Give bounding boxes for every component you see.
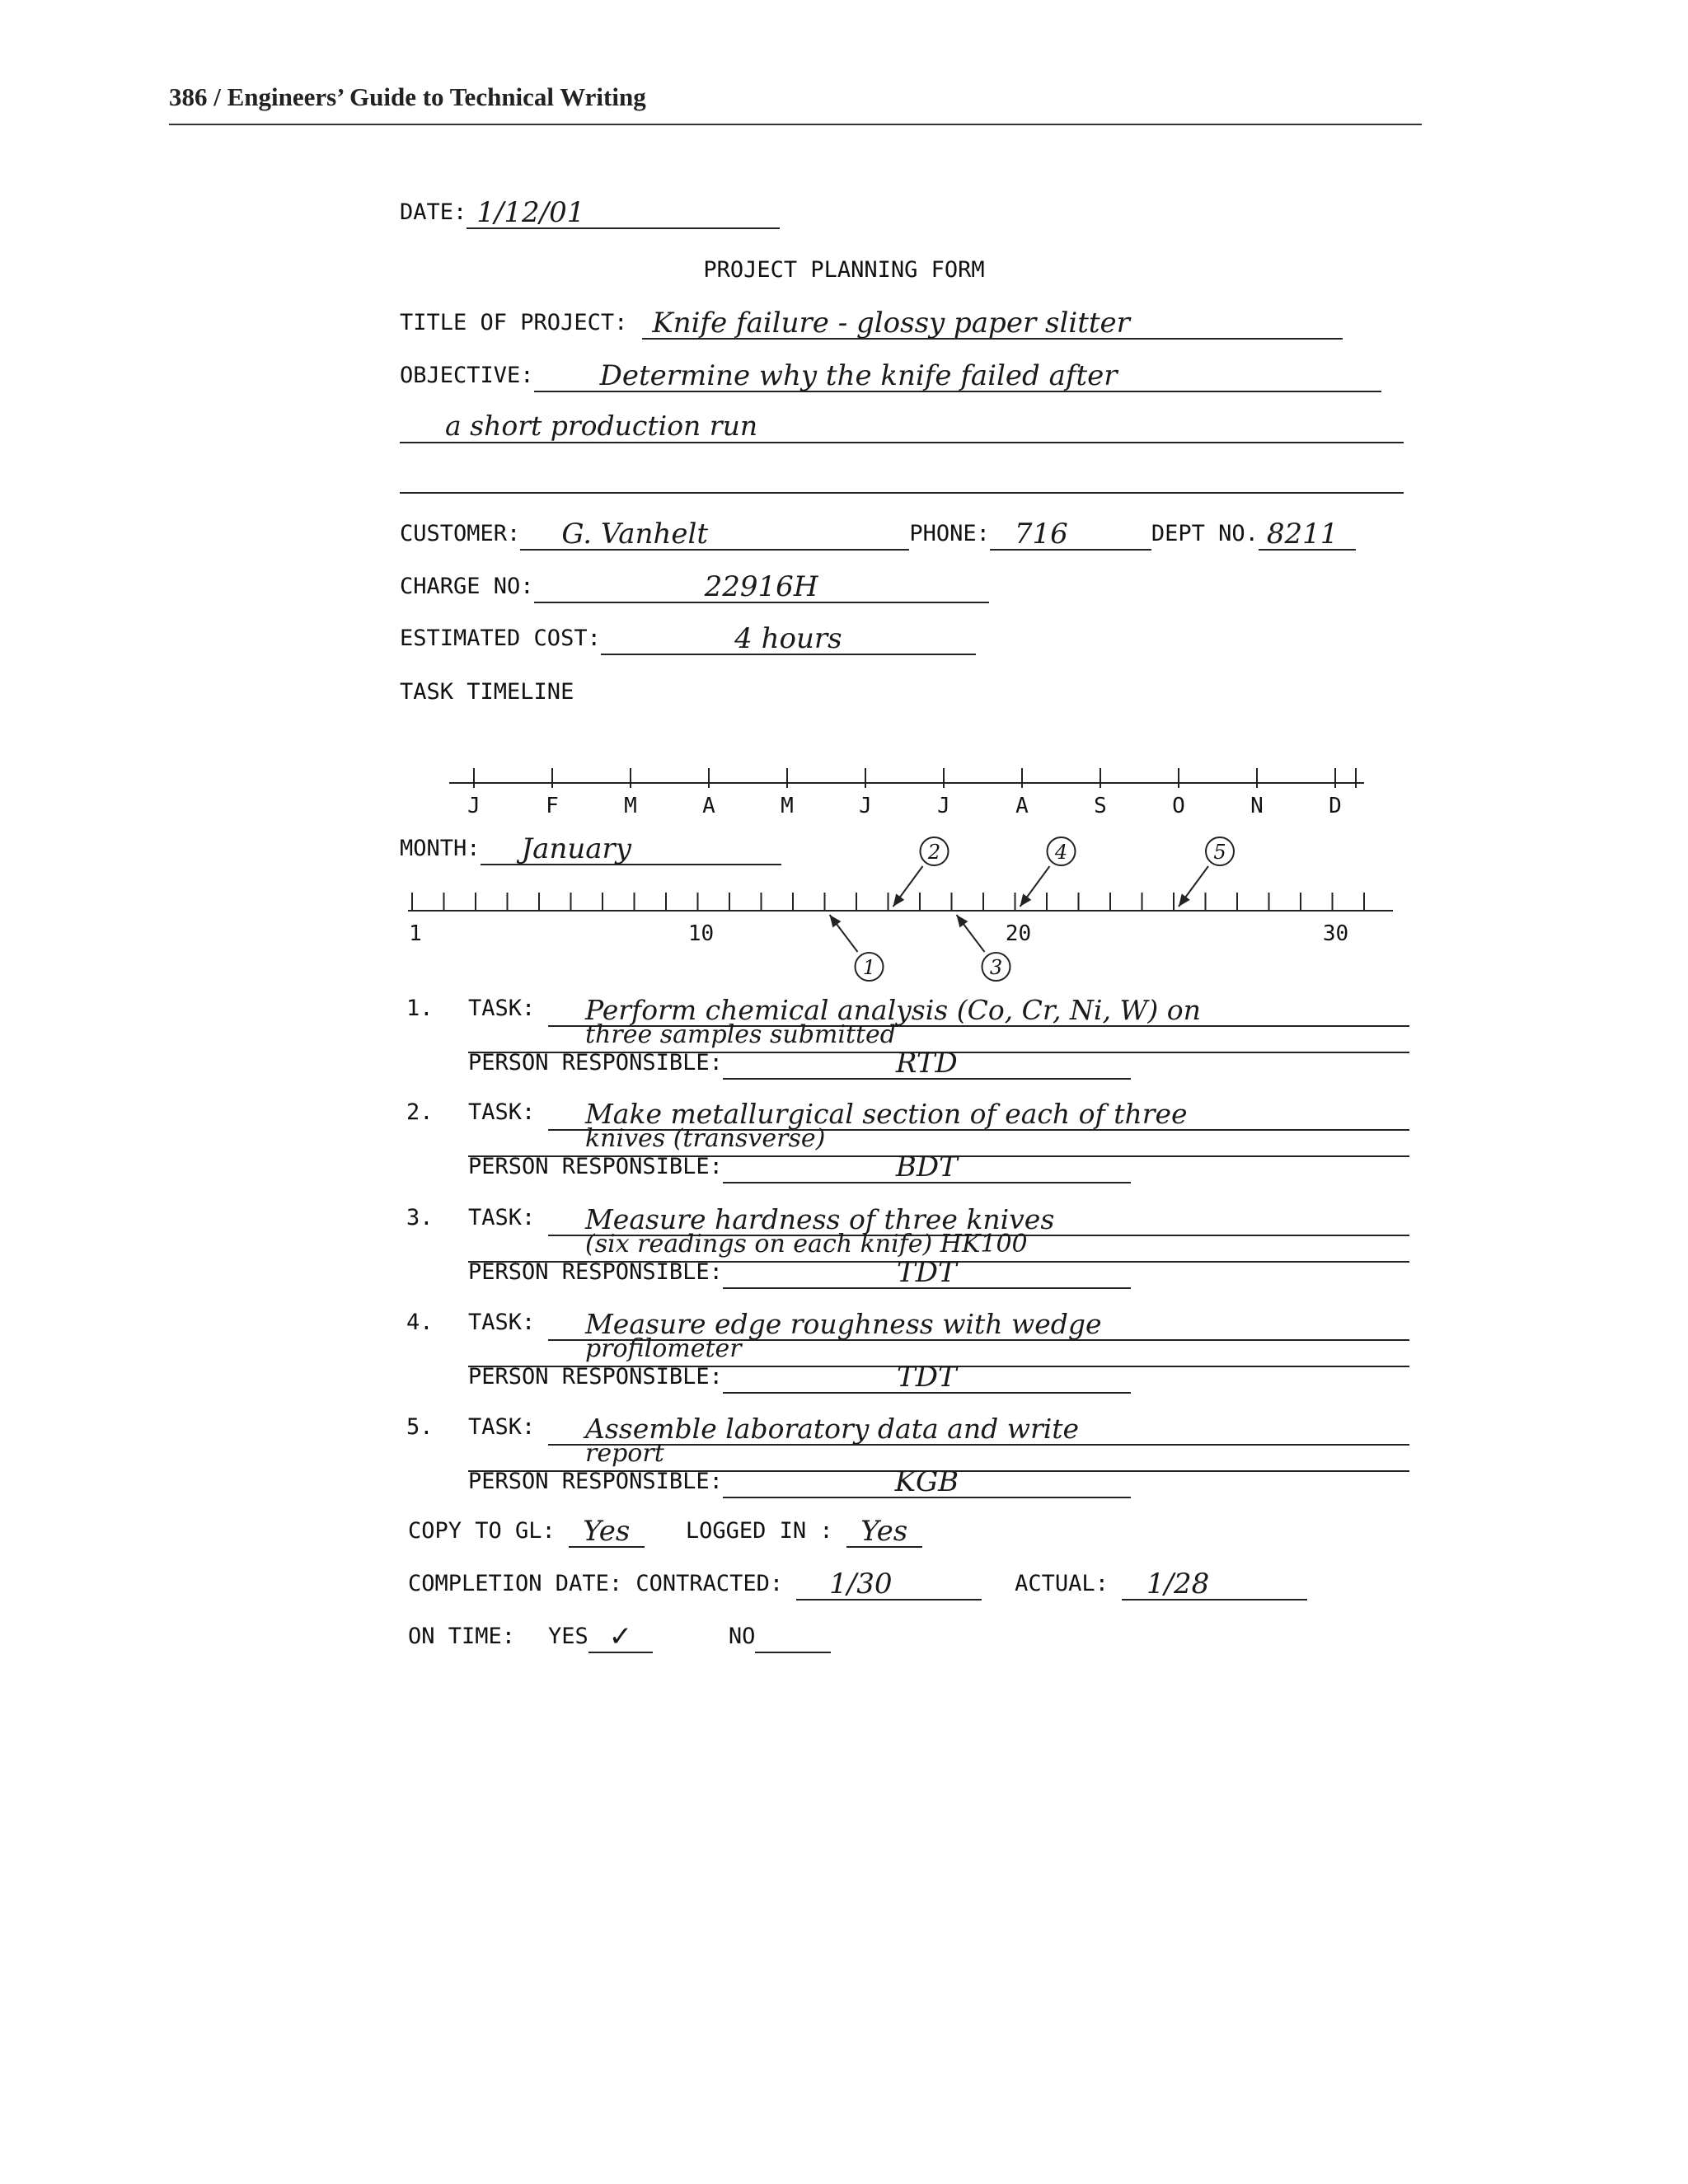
day-tick-label: 20 <box>1005 921 1032 946</box>
month-tick-label: D <box>1329 794 1342 818</box>
task-description-line2: report <box>585 1439 664 1468</box>
person-responsible-row <box>468 1465 1131 1498</box>
title-of-project-field: Knife failure - glossy paper slitter <box>642 307 1343 340</box>
month-tick-label: S <box>1094 794 1107 818</box>
day-tick-label: 10 <box>687 921 715 946</box>
task-label: TASK: <box>468 1205 536 1230</box>
month-tick-label: J <box>467 794 481 818</box>
person-responsible-label: PERSON RESPONSIBLE: <box>468 1154 723 1179</box>
ontime-label: ON TIME: <box>408 1624 516 1649</box>
person-responsible-label: PERSON RESPONSIBLE: <box>468 1259 723 1285</box>
marker-number: 2 <box>927 841 941 864</box>
task-label: TASK: <box>468 1414 536 1440</box>
task-description-line1: Perform chemical analysis (Co, Cr, Ni, W) on <box>585 994 1201 1026</box>
person-responsible-label: PERSON RESPONSIBLE: <box>468 1469 723 1494</box>
month-tick-label: M <box>781 794 794 818</box>
person-responsible-label: PERSON RESPONSIBLE: <box>468 1364 723 1390</box>
completion-row <box>408 1568 1307 1601</box>
month-tick-label: J <box>859 794 872 818</box>
phone-field: 716 <box>990 518 1151 551</box>
month-tick-label: F <box>546 794 559 818</box>
customer-label: CUSTOMER: <box>400 521 521 546</box>
person-responsible-row <box>468 1047 1131 1080</box>
completion-label: COMPLETION DATE: CONTRACTED: <box>408 1571 784 1596</box>
date-label: DATE: <box>400 199 467 225</box>
actual-label: ACTUAL: <box>1015 1571 1109 1596</box>
objective-label: OBJECTIVE: <box>400 363 534 388</box>
task-description-line2: three samples submitted <box>585 1020 897 1049</box>
task-timeline <box>0 0 1688 1014</box>
marker-number: 5 <box>1213 841 1226 864</box>
actual-field: 1/28 <box>1122 1568 1307 1601</box>
day-tick-label: 1 <box>409 921 422 946</box>
copy-label: COPY TO GL: <box>408 1518 556 1544</box>
person-responsible-field: BDT <box>723 1151 1131 1183</box>
person-responsible-row <box>468 1151 1131 1183</box>
marker-arrowhead <box>1179 893 1190 907</box>
month-tick-label: J <box>937 794 950 818</box>
person-responsible-label: PERSON RESPONSIBLE: <box>468 1050 723 1076</box>
task-description-line1: Measure edge roughness with wedge <box>585 1308 1102 1340</box>
task-label: TASK: <box>468 996 536 1021</box>
running-header: 386 / Engineers’ Guide to Technical Writing <box>169 82 1422 125</box>
date-field: 1/12/01 <box>467 196 780 229</box>
month-field: January <box>481 832 781 865</box>
objective-field-line2: a short production run <box>445 410 758 442</box>
task-label: TASK: <box>468 1310 536 1335</box>
cost-label: ESTIMATED COST: <box>400 626 601 651</box>
logged-label: LOGGED IN : <box>685 1518 833 1544</box>
objective-field-line1: Determine why the knife failed after <box>534 359 1381 392</box>
task-number: 5. <box>406 1414 434 1440</box>
person-responsible-field: TDT <box>723 1361 1131 1394</box>
task-number: 4. <box>406 1310 434 1335</box>
marker-number: 1 <box>862 956 876 979</box>
yes-label: YES <box>548 1624 588 1649</box>
month-tick-label: N <box>1250 794 1264 818</box>
month-tick-label: A <box>702 794 715 818</box>
no-label: NO <box>728 1624 756 1649</box>
task-description-line2: profilometer <box>585 1334 742 1363</box>
task-number: 1. <box>406 996 434 1021</box>
month-row <box>400 832 781 865</box>
marker-number: 4 <box>1054 841 1068 864</box>
yes-checkmark: ✓ <box>588 1620 653 1653</box>
copy-row <box>408 1515 922 1548</box>
marker-arrowhead <box>893 893 905 907</box>
contracted-field: 1/30 <box>796 1568 982 1601</box>
month-tick-label: O <box>1172 794 1185 818</box>
task-description-line1: Make metallurgical section of each of three <box>585 1098 1188 1130</box>
task-number: 3. <box>406 1205 434 1230</box>
person-responsible-row <box>468 1256 1131 1289</box>
ontime-row <box>408 1620 831 1653</box>
person-responsible-field: RTD <box>723 1047 1131 1080</box>
cost-field: 4 hours <box>601 622 976 655</box>
timeline-label: TASK TIMELINE <box>400 679 574 705</box>
task-description-line1: Measure hardness of three knives <box>585 1203 1055 1235</box>
task-description-line2: (six readings on each knife) HK100 <box>585 1230 1028 1258</box>
no-field <box>755 1620 831 1653</box>
charge-label: CHARGE NO: <box>400 574 534 599</box>
month-tick-label: M <box>624 794 637 818</box>
dept-label: DEPT NO. <box>1151 521 1259 546</box>
charge-field: 22916H <box>534 570 989 603</box>
day-tick-label: 30 <box>1322 921 1349 946</box>
month-tick-label: A <box>1015 794 1029 818</box>
marker-arrowhead <box>1020 893 1032 907</box>
person-responsible-field: TDT <box>723 1256 1131 1289</box>
marker-arrowhead <box>957 915 968 928</box>
task-description-line2: knives (transverse) <box>585 1124 826 1153</box>
task-label: TASK: <box>468 1099 536 1125</box>
logged-field: Yes <box>846 1515 922 1548</box>
copy-field: Yes <box>569 1515 645 1548</box>
marker-arrowhead <box>830 915 842 928</box>
task-number: 2. <box>406 1099 434 1125</box>
person-responsible-field: KGB <box>723 1465 1131 1498</box>
marker-number: 3 <box>989 956 1003 979</box>
task-description-line1: Assemble laboratory data and write <box>585 1413 1080 1445</box>
form-title: PROJECT PLANNING FORM <box>703 257 985 283</box>
dept-field: 8211 <box>1259 518 1356 551</box>
customer-field: G. Vanhelt <box>520 518 909 551</box>
person-responsible-row <box>468 1361 1131 1394</box>
phone-label: PHONE: <box>909 521 990 546</box>
title-of-project-label: TITLE OF PROJECT: <box>400 310 628 335</box>
month-label: MONTH: <box>400 836 481 861</box>
